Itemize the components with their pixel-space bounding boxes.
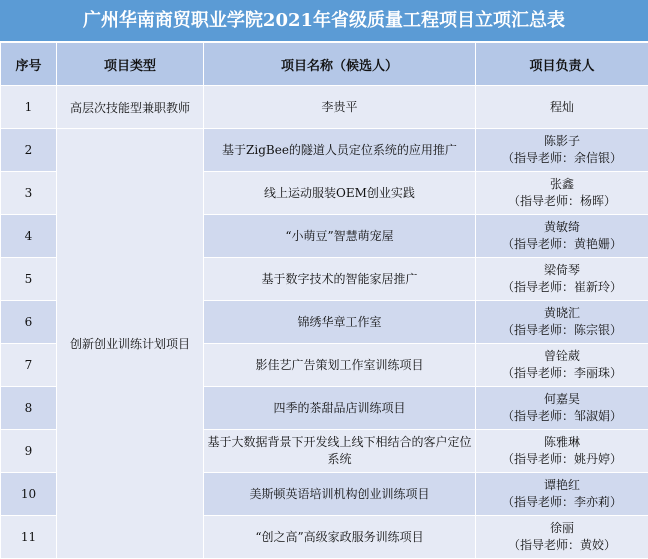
lead-person: 梁倚琴 <box>479 262 645 279</box>
header-type: 项目类型 <box>57 43 204 86</box>
lead-person: 程灿 <box>479 99 645 116</box>
lead-person: 黄晓汇 <box>479 305 645 322</box>
lead-advisor: （指导老师：李亦莉） <box>479 494 645 511</box>
row-name: 基于大数据背景下开发线上线下相结合的客户定位系统 <box>204 430 476 473</box>
lead-advisor: （指导老师：陈宗银） <box>479 322 645 339</box>
lead-advisor: （指导老师：崔新玲） <box>479 279 645 296</box>
row-lead <box>476 129 648 172</box>
row-name: 基于数字技术的智能家居推广 <box>204 258 476 301</box>
lead-person: 徐丽 <box>479 520 645 537</box>
lead-advisor: （指导老师：黄姣） <box>479 537 645 554</box>
header-index: 序号 <box>1 43 57 86</box>
row-index: 4 <box>1 215 57 258</box>
lead-person: 黄敏绮 <box>479 219 645 236</box>
lead-advisor: （指导老师：邹淑娟） <box>479 408 645 425</box>
table-row <box>1 86 648 129</box>
lead-person: 张鑫 <box>479 176 645 193</box>
row-name: “小萌豆”智慧萌宠屋 <box>204 215 476 258</box>
row-lead <box>476 86 648 129</box>
row-index: 9 <box>1 430 57 473</box>
row-name: 李贵平 <box>204 86 476 129</box>
row-type-merged: 创新创业训练计划项目 <box>57 129 204 559</box>
lead-person: 曾铨葳 <box>479 348 645 365</box>
lead-advisor: （指导老师：李丽珠） <box>479 365 645 382</box>
row-index: 5 <box>1 258 57 301</box>
lead-person: 谭艳红 <box>479 477 645 494</box>
lead-advisor: （指导老师：姚丹婷） <box>479 451 645 468</box>
row-lead <box>476 215 648 258</box>
row-index: 2 <box>1 129 57 172</box>
row-name: 线上运动服装OEM创业实践 <box>204 172 476 215</box>
row-lead <box>476 344 648 387</box>
lead-person: 陈雅琳 <box>479 434 645 451</box>
table-header-row <box>1 43 648 86</box>
row-name: 美斯顿英语培训机构创业训练项目 <box>204 473 476 516</box>
lead-advisor: （指导老师：余信银） <box>479 150 645 167</box>
row-name: “创之高”高级家政服务训练项目 <box>204 516 476 559</box>
lead-advisor: （指导老师：黄艳姗） <box>479 236 645 253</box>
table-row <box>1 129 648 172</box>
row-lead <box>476 258 648 301</box>
row-lead <box>476 387 648 430</box>
row-index: 7 <box>1 344 57 387</box>
row-name: 基于ZigBee的隧道人员定位系统的应用推广 <box>204 129 476 172</box>
row-index: 6 <box>1 301 57 344</box>
row-lead <box>476 516 648 559</box>
row-lead <box>476 473 648 516</box>
row-lead <box>476 301 648 344</box>
lead-advisor: （指导老师：杨晖） <box>479 193 645 210</box>
row-index: 10 <box>1 473 57 516</box>
row-index: 11 <box>1 516 57 559</box>
header-lead: 项目负责人 <box>476 43 648 86</box>
row-type: 高层次技能型兼职教师 <box>57 86 204 129</box>
row-index: 3 <box>1 172 57 215</box>
project-summary-table <box>0 42 648 559</box>
lead-person: 陈影子 <box>479 133 645 150</box>
row-index: 8 <box>1 387 57 430</box>
row-lead <box>476 430 648 473</box>
row-name: 锦绣华章工作室 <box>204 301 476 344</box>
row-name: 影佳艺广告策划工作室训练项目 <box>204 344 476 387</box>
row-index: 1 <box>1 86 57 129</box>
row-lead <box>476 172 648 215</box>
table-title: 广州华南商贸职业学院2021年省级质量工程项目立项汇总表 <box>0 0 648 42</box>
row-name: 四季的茶甜品店训练项目 <box>204 387 476 430</box>
header-name: 项目名称（候选人） <box>204 43 476 86</box>
lead-person: 何嘉昊 <box>479 391 645 408</box>
